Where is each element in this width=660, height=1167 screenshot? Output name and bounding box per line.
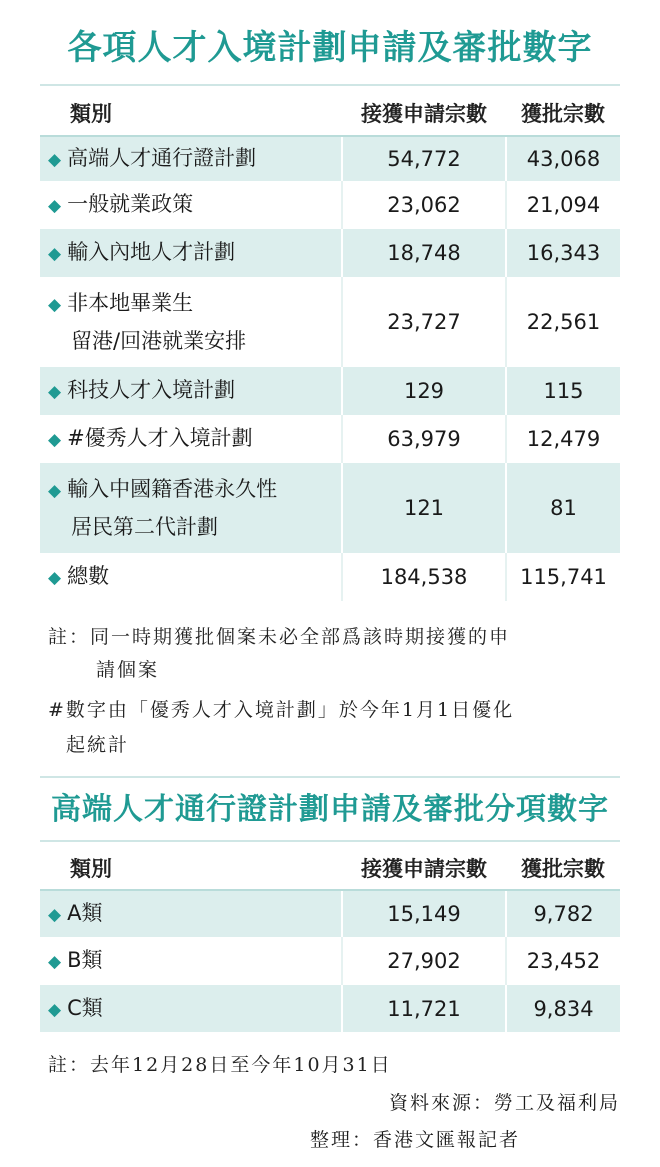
main-table-header	[40, 90, 620, 136]
received-cell: 23,727	[342, 277, 506, 367]
received-cell: 184,538	[342, 553, 506, 601]
diamond-icon: ◆	[48, 481, 62, 501]
approved-cell: 9,834	[506, 985, 620, 1032]
main-table	[40, 90, 620, 601]
approved-cell: 115,741	[506, 553, 620, 601]
received-cell: 15,149	[342, 890, 506, 937]
approved-cell: 43,068	[506, 136, 620, 181]
sub-footnote: 註：去年12月28日至今年10月31日	[48, 1054, 392, 1076]
table-row	[40, 277, 620, 367]
footnote-line: #數字由「優秀人才入境計劃」於今年1月1日優化	[48, 699, 515, 721]
diamond-icon: ◆	[48, 196, 62, 216]
received-cell: 129	[342, 367, 506, 415]
table-row	[40, 463, 620, 553]
received-cell: 11,721	[342, 985, 506, 1032]
received-cell: 18,748	[342, 229, 506, 277]
table-row	[40, 890, 620, 937]
table-row	[40, 136, 620, 181]
footnote-line: 註：同一時期獲批個案未必全部爲該時期接獲的申	[48, 626, 511, 648]
diamond-icon: ◆	[48, 382, 62, 402]
approved-cell: 23,452	[506, 937, 620, 985]
row-label: ◆ 一般就業政策	[40, 181, 342, 229]
table-row	[40, 937, 620, 985]
sub-table-title: 高端人才通行證計劃申請及審批分項數字	[51, 792, 609, 827]
received-cell: 54,772	[342, 136, 506, 181]
title-divider	[40, 840, 620, 842]
diamond-icon: ◆	[48, 568, 62, 588]
diamond-icon: ◆	[48, 952, 62, 972]
row-label: ◆ 總數	[40, 553, 342, 601]
header-received: 接獲申請宗數	[342, 846, 506, 890]
received-cell: 27,902	[342, 937, 506, 985]
header-approved: 獲批宗數	[506, 846, 620, 890]
row-label: ◆ 高端人才通行證計劃	[40, 136, 342, 181]
approved-cell: 9,782	[506, 890, 620, 937]
table-row	[40, 415, 620, 463]
row-label: ◆ #優秀人才入境計劃	[40, 415, 342, 463]
diamond-icon: ◆	[48, 430, 62, 450]
approved-cell: 22,561	[506, 277, 620, 367]
credit-text: 整理：香港文匯報記者	[309, 1129, 520, 1151]
footnote-line: 請個案	[96, 659, 160, 681]
received-cell: 23,062	[342, 181, 506, 229]
approved-cell: 21,094	[506, 181, 620, 229]
table-row	[40, 181, 620, 229]
table-row	[40, 985, 620, 1032]
main-table-title: 各項人才入境計劃申請及審批數字	[67, 28, 593, 68]
header-category: 類別	[40, 846, 342, 890]
table-row	[40, 229, 620, 277]
row-label: ◆ C類	[40, 985, 342, 1032]
diamond-icon: ◆	[48, 905, 62, 925]
row-label: ◆ 非本地畢業生 留港/回港就業安排	[40, 277, 342, 367]
approved-cell: 16,343	[506, 229, 620, 277]
header-received: 接獲申請宗數	[342, 90, 506, 136]
title-divider	[40, 84, 620, 86]
source-text: 資料來源：勞工及福利局	[388, 1092, 620, 1114]
diamond-icon: ◆	[48, 295, 62, 315]
header-category: 類別	[40, 90, 342, 136]
diamond-icon: ◆	[48, 999, 62, 1020]
approved-cell: 81	[506, 463, 620, 553]
row-label: ◆ 輸入內地人才計劃	[40, 229, 342, 277]
diamond-icon: ◆	[48, 150, 62, 170]
sub-table-header	[40, 846, 620, 890]
sub-table	[40, 846, 620, 1032]
row-label: ◆ 輸入中國籍香港永久性 居民第二代計劃	[40, 463, 342, 553]
table-row-total	[40, 553, 620, 601]
received-cell: 63,979	[342, 415, 506, 463]
row-label: ◆ A類	[40, 890, 342, 937]
section-divider	[40, 776, 620, 778]
row-label: ◆ B類	[40, 937, 342, 985]
header-approved: 獲批宗數	[506, 90, 620, 136]
row-label: ◆ 科技人才入境計劃	[40, 367, 342, 415]
table-row	[40, 367, 620, 415]
approved-cell: 115	[506, 367, 620, 415]
received-cell: 121	[342, 463, 506, 553]
diamond-icon: ◆	[48, 244, 62, 264]
footnote-line: 起統計	[66, 734, 130, 756]
approved-cell: 12,479	[506, 415, 620, 463]
